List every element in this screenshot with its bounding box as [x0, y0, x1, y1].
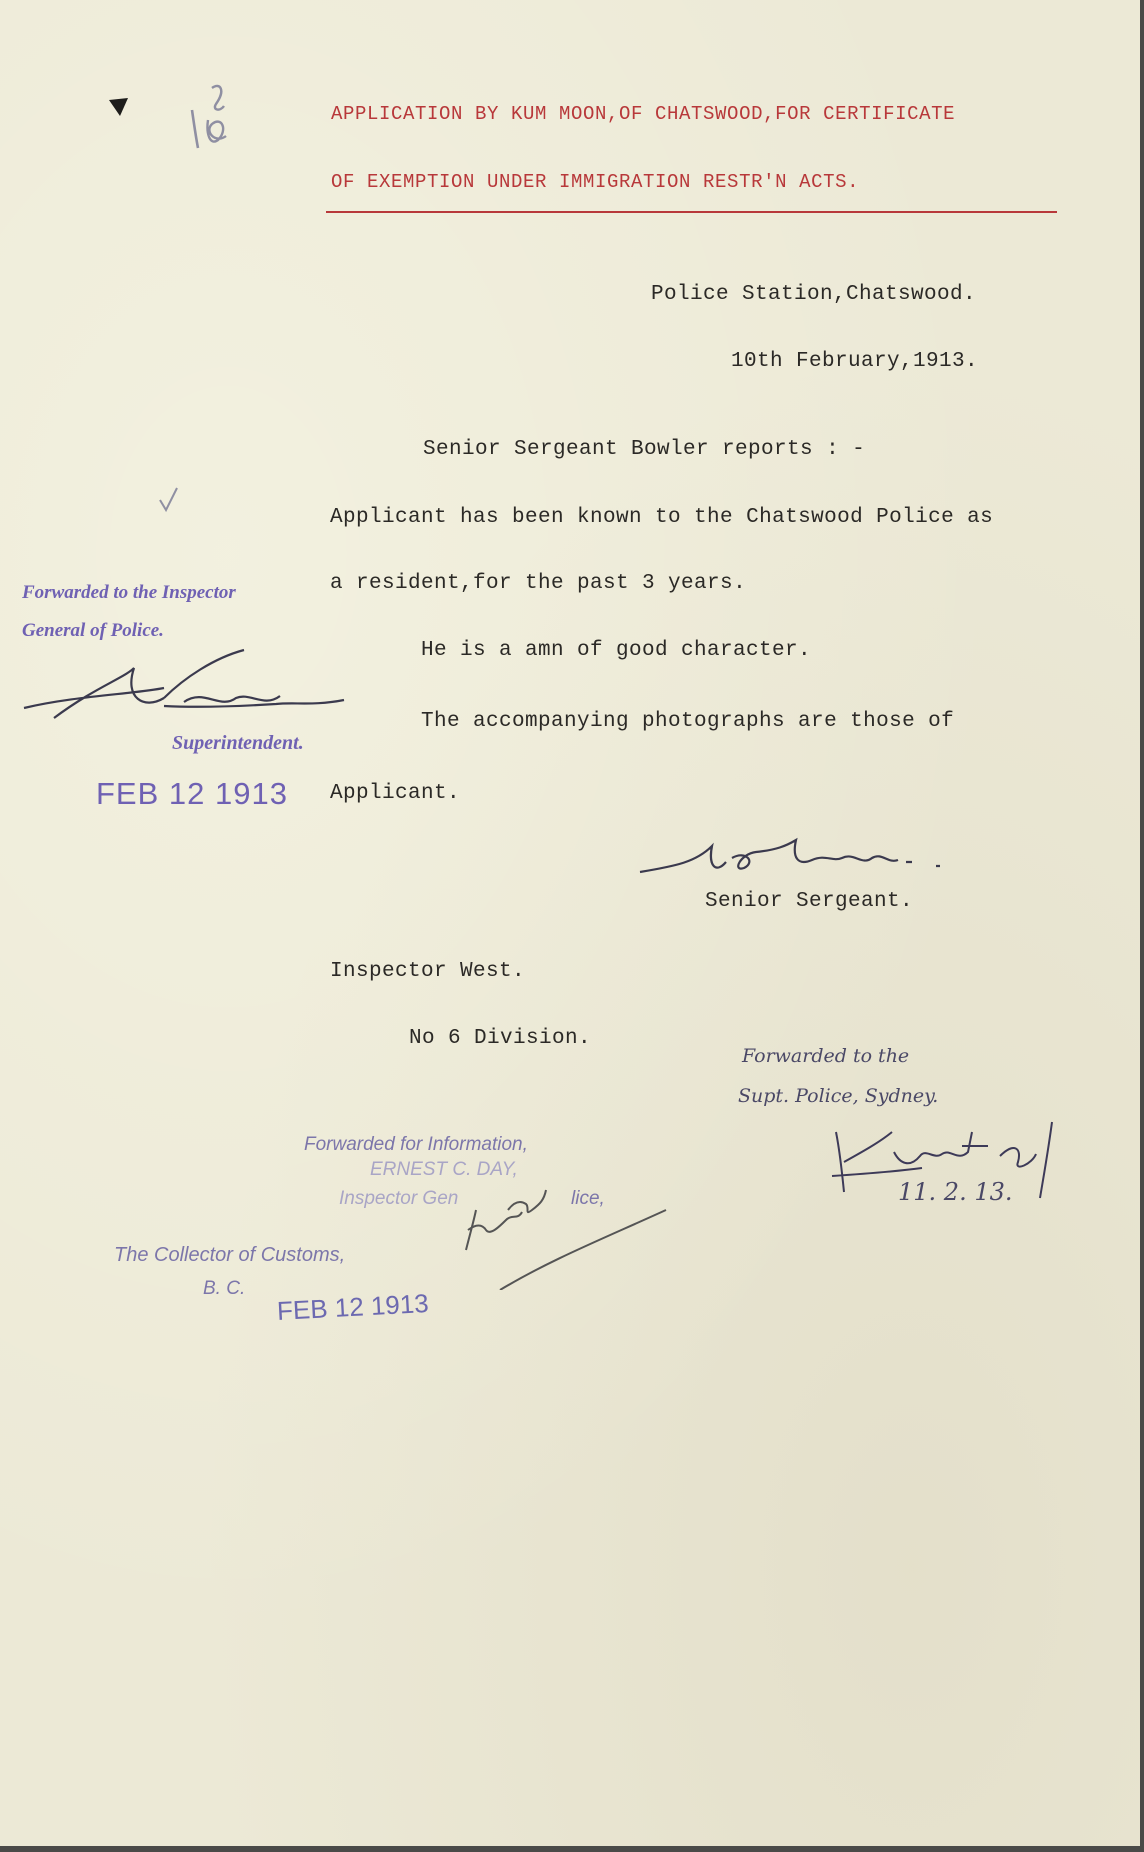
arrow-mark-icon — [106, 94, 136, 124]
customs-stamp-line-3: Inspector Gen — [339, 1188, 459, 1209]
addressee-name: Inspector West. — [330, 960, 526, 983]
superintendent-stamp-line-1: Forwarded to the Inspector — [22, 582, 236, 603]
customs-stamp-line-5: B. C. — [203, 1278, 246, 1299]
folio-number-mark — [186, 80, 230, 152]
customs-initials — [460, 1180, 670, 1290]
superintendent-stamp-line-2: General of Police. — [22, 620, 164, 641]
heading-line-1: APPLICATION BY KUM MOON,OF CHATSWOOD,FOR CERTIFICATE — [331, 103, 956, 125]
report-intro: Senior Sergeant Bowler reports : - — [423, 438, 866, 461]
inspector-note-line-2: Supt. Police, Sydney. — [738, 1085, 939, 1107]
check-mark-icon — [158, 486, 180, 514]
customs-stamp-date: FEB 12 1913 — [276, 1288, 430, 1326]
body-line-3: He is a amn of good character. — [421, 639, 812, 662]
body-line-1: Applicant has been known to the Chatswood Police as — [330, 506, 994, 529]
inspector-note-line-1: Forwarded to the — [742, 1045, 910, 1067]
heading-rule — [326, 211, 1057, 213]
customs-stamp-line-3-end: lice, — [571, 1188, 605, 1209]
customs-stamp-line-2: ERNEST C. DAY, — [370, 1159, 518, 1180]
sergeant-signature — [636, 832, 986, 892]
customs-stamp-line-1: Forwarded for Information, — [304, 1134, 528, 1155]
date-line: 10th February,1913. — [731, 350, 979, 373]
superintendent-signature — [14, 648, 374, 728]
superintendent-title: Superintendent. — [172, 732, 304, 754]
inspector-note-date: 11. 2. 13. — [898, 1178, 1013, 1206]
station-line: Police Station,Chatswood. — [651, 283, 977, 306]
heading-line-2: OF EXEMPTION UNDER IMMIGRATION RESTR'N ACTS. — [331, 171, 860, 193]
body-line-2: a resident,for the past 3 years. — [330, 572, 747, 595]
customs-stamp-line-4: The Collector of Customs, — [114, 1244, 346, 1266]
addressee-division: No 6 Division. — [409, 1027, 592, 1050]
sergeant-title: Senior Sergeant. — [705, 890, 914, 913]
superintendent-stamp-date: FEB 12 1913 — [96, 776, 288, 811]
body-line-5: Applicant. — [330, 782, 461, 805]
body-line-4: The accompanying photographs are those of — [421, 710, 955, 733]
